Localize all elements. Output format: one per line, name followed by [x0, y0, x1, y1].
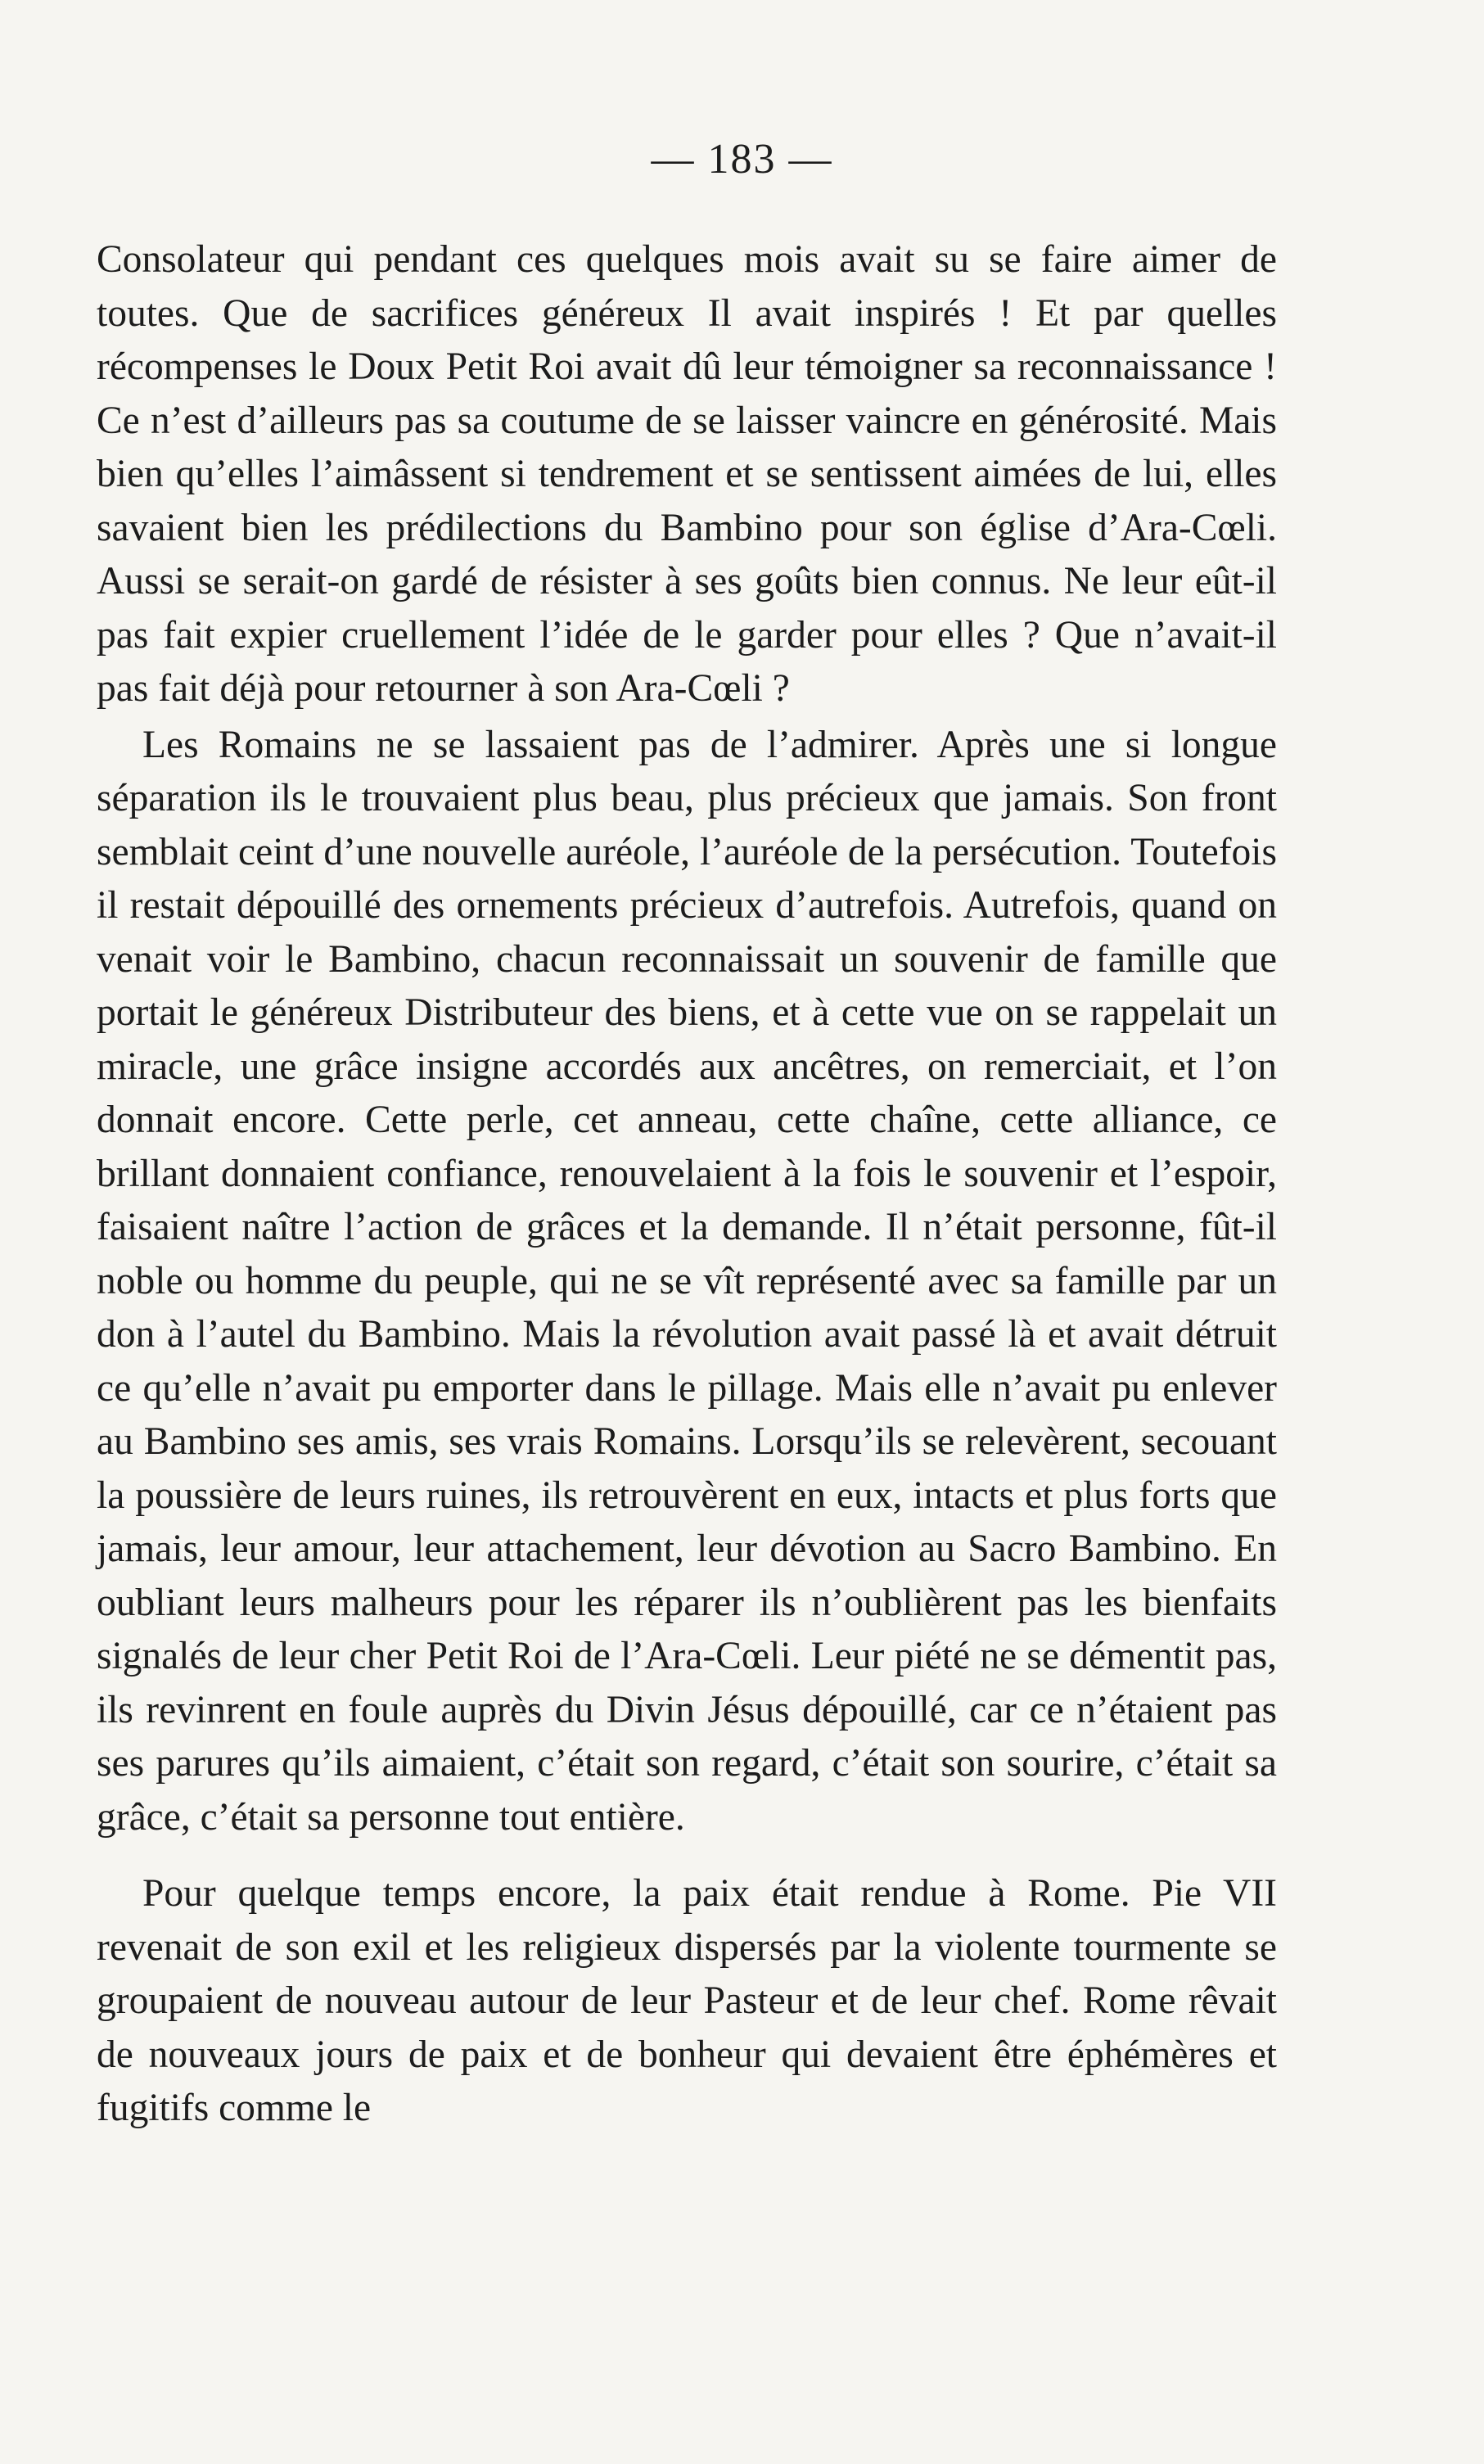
paragraph-3: Pour quelque temps encore, la paix était rendue à Rome. Pie VII revenait de son exil et les religieux dispersés par la violente tourmente se groupaient de nouveau autour de leur Pasteur et de leur chef. Rome rêvait de nouveaux jours de paix et de bonheur qui devaient être éphémères et fugitifs comme le [97, 1872, 1277, 2129]
paragraph-1: Consolateur qui pendant ces quelques mois avait su se faire aimer de toutes. Que de sacrifices généreux Il avait inspirés ! Et par quelles récompenses le Doux Petit Roi avait dû leur témoigner sa reconnaissance ! Ce n’est d’ailleurs pas sa coutume de se laisser vaincre en générosité. Mais bien qu’elles l’aimâssent si tendrement et se sentissent aimées de lui, elles savaient bien les prédilections du Bambino pour son église d’Ara-Cœli. Aussi se serait-on gardé de résister à ses goûts bien connus. Ne leur eût-il pas fait expier cruellement l’idée de le garder pour elles ? Que n’avait-il pas fait déjà pour retourner à son Ara-Cœli ? [97, 238, 1277, 710]
body-text [97, 233, 1277, 2136]
paragraph-2: Les Romains ne se lassaient pas de l’admirer. Après une si longue séparation ils le trouvaient plus beau, plus précieux que jamais. Son front semblait ceint d’une nouvelle auréole, l’auréole de la persécution. Toutefois il restait dépouillé des ornements précieux d’autrefois. Autrefois, quand on venait voir le Bambino, chacun reconnaissait un souvenir de famille que portait le généreux Distributeur des biens, et à cette vue on se rappelait un miracle, une grâce insigne accordés aux ancêtres, on remerciait, et l’on donnait encore. Cette perle, cet anneau, cette chaîne, cette alliance, ce brillant donnaient confiance, renouvelaient à la fois le souvenir et l’espoir, faisaient naître l’action de grâces et la demande. Il n’était personne, fût-il noble ou homme du peuple, qui ne se vît représenté avec sa famille par un don à l’autel du Bambino. Mais la révolution avait passé là et avait détruit ce qu’elle n’avait pu emporter dans le pillage. Mais elle n’avait pu enlever au Bambino ses amis, ses vrais Romains. Lorsqu’ils se relevèrent, secouant la poussière de leurs ruines, ils retrouvèrent en eux, intacts et plus forts que jamais, leur amour, leur attachement, leur dévotion au Sacro Bambino. En oubliant leurs malheurs pour les réparer ils n’oublièrent pas les bienfaits signalés de leur cher Petit Roi de l’Ara-Cœli. Leur piété ne se démentit pas, ils revinrent en foule auprès du Divin Jésus dépouillé, car ce n’étaient pas ses parures qu’ils aimaient, c’était son regard, c’était son sourire, c’était sa grâce, c’était sa personne tout entière. [97, 723, 1277, 1839]
page-number: — 183 — [651, 136, 833, 183]
